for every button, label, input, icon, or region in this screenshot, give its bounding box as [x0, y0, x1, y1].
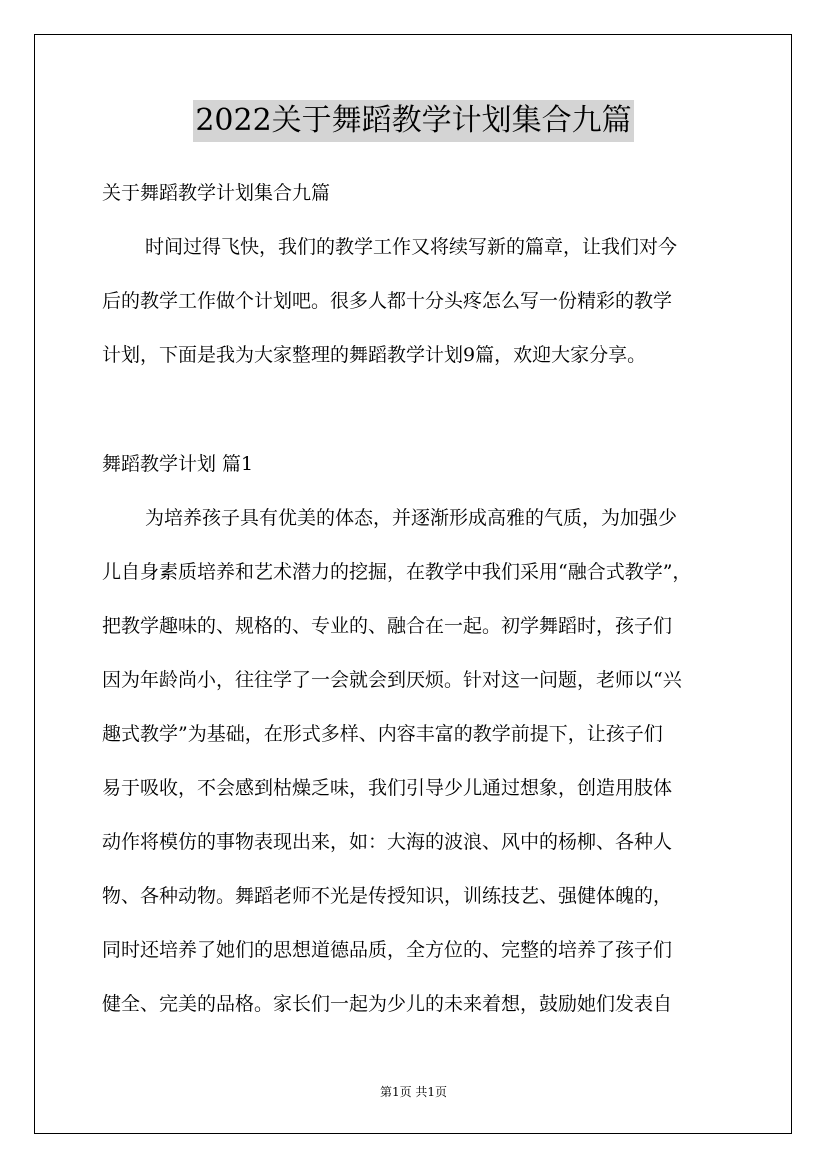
document-subtitle: 关于舞蹈教学计划集合九篇 — [102, 182, 331, 204]
page-footer: 第1页 共1页 — [379, 1085, 448, 1099]
section-line: 动作将模仿的事物表现出来，如：大海的波浪、风中的杨柳、各种人 — [102, 831, 673, 853]
section-line: 同时还培养了她们的思想道德品质，全方位的、完整的培养了孩子们 — [102, 939, 673, 961]
section-line: 把教学趣味的、规格的、专业的、融合在一起。初学舞蹈时，孩子们 — [102, 615, 673, 637]
section-line: 物、各种动物。舞蹈老师不光是传授知识，训练技艺、强健体魄的， — [102, 885, 673, 907]
document-title: 2022关于舞蹈教学计划集合九篇 — [193, 100, 633, 142]
section-heading: 舞蹈教学计划 篇1 — [102, 453, 254, 475]
section-line: 为培养孩子具有优美的体态，并逐渐形成高雅的气质，为加强少 — [145, 507, 678, 529]
section-line: 趣式教学”为基础，在形式多样、内容丰富的教学前提下，让孩子们 — [102, 723, 663, 745]
section-line: 健全、完美的品格。家长们一起为少儿的未来着想，鼓励她们发表自 — [102, 993, 673, 1015]
intro-line: 时间过得飞快，我们的教学工作又将续写新的篇章，让我们对今 — [145, 236, 678, 258]
title-container — [0, 100, 827, 142]
section-line: 易于吸收，不会感到枯燥乏味，我们引导少儿通过想象，创造用肢体 — [102, 777, 673, 799]
section-line: 因为年龄尚小，往往学了一会就会到厌烦。针对这一问题，老师以“兴 — [102, 669, 682, 691]
intro-line: 计划，下面是我为大家整理的舞蹈教学计划9篇，欢迎大家分享。 — [102, 344, 647, 366]
section-line: 儿自身素质培养和艺术潜力的挖掘，在教学中我们采用“融合式教学”， — [102, 561, 692, 583]
intro-line: 后的教学工作做个计划吧。很多人都十分头疼怎么写一份精彩的教学 — [102, 290, 673, 312]
